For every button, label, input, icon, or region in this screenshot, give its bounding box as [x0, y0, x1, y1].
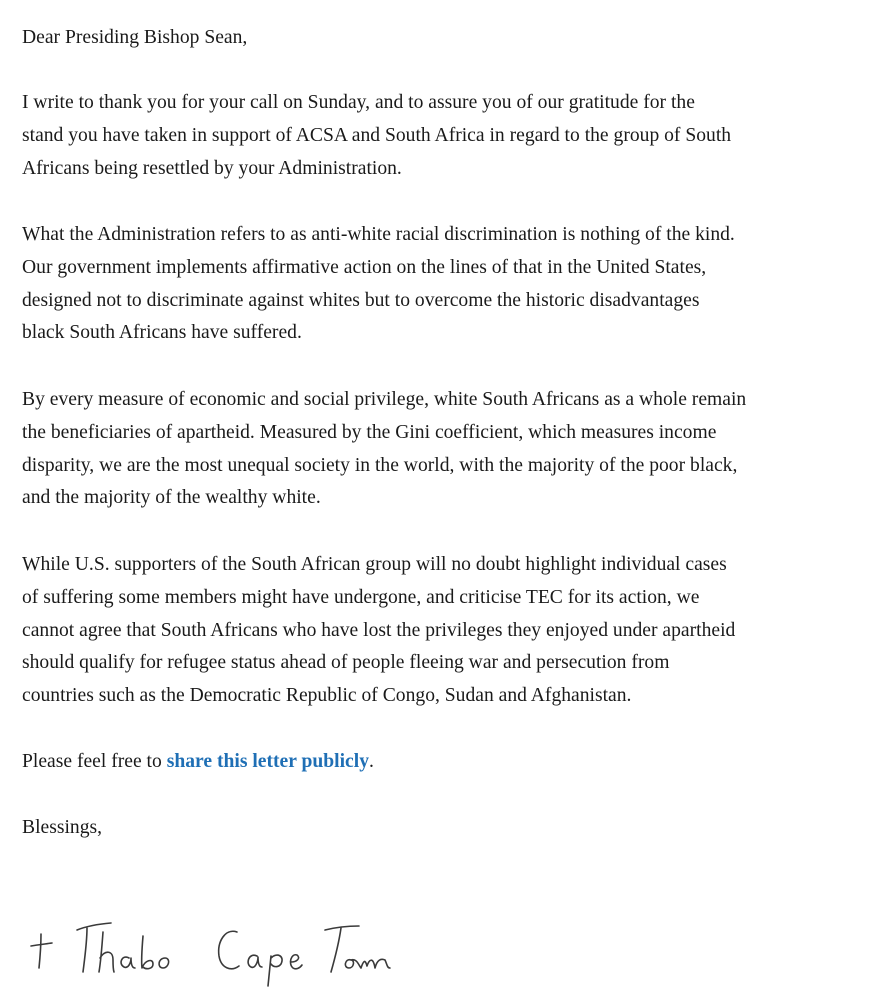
- paragraph-line: designed not to discriminate against whites but to overcome the historic disadvantages: [22, 289, 700, 311]
- paragraph-line: countries such as the Democratic Republic of Congo, Sudan and Afghanistan.: [22, 685, 632, 707]
- paragraph-line: Our government implements affirmative action on the lines of that in the United States,: [22, 256, 707, 278]
- paragraph-line: black South Africans have suffered.: [22, 322, 302, 344]
- paragraph-line: What the Administration refers to as anti-white racial discrimination is nothing of the kind.: [22, 224, 735, 245]
- paragraph-line: and the majority of the wealthy white.: [22, 487, 321, 509]
- paragraph-line: I write to thank you for your call on Sunday, and to assure you of our gratitude for the: [22, 92, 695, 113]
- handwritten-signature: [25, 910, 415, 990]
- share-suffix-text: .: [369, 751, 374, 772]
- share-letter-link[interactable]: share this letter publicly: [166, 751, 369, 772]
- paragraph-line: the beneficiaries of apartheid. Measured by the Gini coefficient, which measures income: [22, 421, 717, 443]
- paragraph-line: cannot agree that South Africans who have lost the privileges they enjoyed under apartheid: [22, 619, 736, 641]
- paragraph-line: disparity, we are the most unequal society in the world, with the majority of the poor black,: [22, 454, 738, 476]
- salutation: Dear Presiding Bishop Sean,: [22, 27, 248, 48]
- paragraph-thanks: [22, 87, 874, 185]
- paragraph-discrimination: [22, 219, 874, 350]
- closing: Blessings,: [22, 817, 103, 838]
- paragraph-privilege: [22, 384, 874, 515]
- paragraph-line: Africans being resettled by your Administration.: [22, 157, 402, 179]
- paragraph-line: By every measure of economic and social privilege, white South Africans as a whole remain: [22, 389, 747, 410]
- paragraph-line: stand you have taken in support of ACSA and South Africa in regard to the group of South: [22, 124, 732, 146]
- share-prefix-text: Please feel free to: [22, 751, 167, 772]
- paragraph-line: should qualify for refugee status ahead of people fleeing war and persecution from: [22, 652, 670, 674]
- paragraph-line: While U.S. supporters of the South African group will no doubt highlight individual cases: [22, 554, 727, 575]
- paragraph-refugee-status: [22, 549, 874, 713]
- paragraph-line: of suffering some members might have undergone, and criticise TEC for its action, we: [22, 586, 700, 608]
- paragraph-share: [22, 746, 874, 779]
